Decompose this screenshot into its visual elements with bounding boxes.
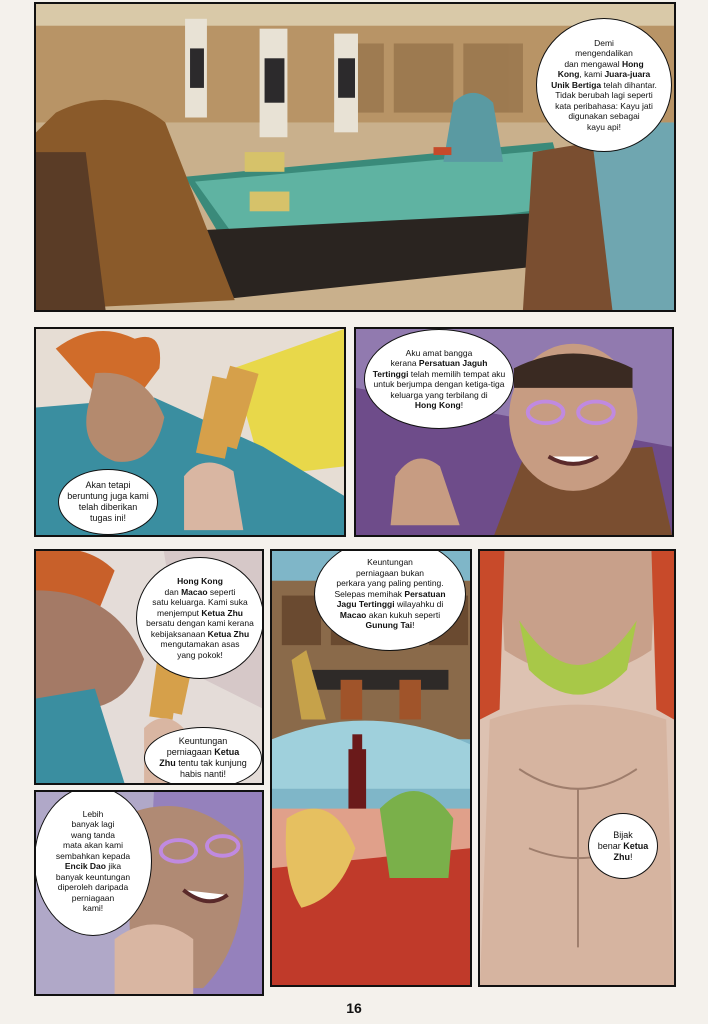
bubble-text: diperoleh daripada xyxy=(57,882,129,892)
bubble-line xyxy=(568,111,639,122)
bubble-line xyxy=(336,578,443,589)
bubble-line xyxy=(334,589,445,600)
speech-bubble-5 xyxy=(144,727,262,785)
bubble-text-bold: Hong Kong xyxy=(414,400,461,410)
bubble-line xyxy=(415,400,463,411)
bubble-text: tugas ini! xyxy=(89,513,127,523)
bubble-line xyxy=(366,620,415,631)
bubble-text: Akan tetapi xyxy=(85,480,131,490)
bubble-line xyxy=(152,597,247,608)
bubble-line xyxy=(85,480,130,491)
speech-bubble-1 xyxy=(536,18,672,152)
bubble-text: mengutamakan asas xyxy=(160,639,240,649)
bubble-line xyxy=(56,872,130,883)
bubble-line xyxy=(167,747,240,758)
bubble-line xyxy=(157,608,243,619)
bubble-text-bold: Gunung Tai xyxy=(365,620,413,631)
bubble-line xyxy=(587,122,621,133)
bubble-text: wang tanda xyxy=(71,829,115,840)
bubble-line xyxy=(177,576,223,587)
bubble-text: dan mengawal xyxy=(564,58,622,69)
bubble-line xyxy=(79,502,138,513)
bubble-text-bold: Tertinggi xyxy=(372,368,409,379)
bubble-text: Aku amat bangga xyxy=(405,347,473,358)
bubble-text: kata peribahasa: Kayu jati xyxy=(555,100,653,111)
bubble-line xyxy=(71,819,114,830)
bubble-text: Lebih xyxy=(82,808,104,819)
bubble-text-bold: Persatuan xyxy=(404,588,446,599)
bubble-line xyxy=(58,882,128,893)
bubble-line xyxy=(83,903,103,914)
bubble-line xyxy=(63,840,123,851)
bubble-text-bold: Macao xyxy=(181,586,208,597)
bubble-line xyxy=(177,650,223,661)
bubble-text-bold: Jagu Tertinggi xyxy=(336,599,395,610)
bubble-text: kami! xyxy=(82,903,104,913)
bubble-text-bold: Macao xyxy=(339,609,367,620)
bubble-text: ! xyxy=(412,620,415,631)
bubble-line xyxy=(179,736,228,747)
speech-bubble-8 xyxy=(34,790,152,936)
bubble-text-bold: Encik Dao xyxy=(64,861,106,871)
bubble-text: seperti xyxy=(207,586,236,597)
bubble-text: ! xyxy=(629,851,633,862)
bubble-text: jika xyxy=(105,861,122,871)
bubble-line xyxy=(90,513,126,524)
panel-red-haired-cards xyxy=(34,327,346,537)
bubble-line xyxy=(598,841,649,852)
bubble-line xyxy=(340,610,440,621)
bubble-text: kerana xyxy=(390,358,419,368)
page-number: 16 xyxy=(346,1000,362,1016)
bubble-line xyxy=(613,830,633,841)
bubble-text-bold: Hong Kong xyxy=(177,576,223,586)
bubble-line xyxy=(575,48,633,59)
bubble-text: mengendalikan xyxy=(575,48,633,59)
bubble-text: yang pokok! xyxy=(177,649,223,660)
bubble-line xyxy=(594,38,614,49)
bubble-text: Tidak berubah lagi seperti xyxy=(555,90,653,101)
bubble-line xyxy=(146,618,254,629)
bubble-text-bold: Ketua xyxy=(623,840,649,851)
bubble-text: perniagaan xyxy=(71,892,115,903)
bubble-line xyxy=(564,59,643,70)
bubble-text: , kami xyxy=(579,69,605,80)
panel-casino-table xyxy=(34,2,676,312)
bubble-text: untuk berjumpa dengan ketiga-tiga xyxy=(373,379,505,389)
bubble-text: Selepas memihak xyxy=(334,588,405,599)
bubble-line xyxy=(151,629,249,640)
panel-hall-wine xyxy=(270,549,472,987)
bubble-text: keluarga yang terbilang di xyxy=(390,389,488,400)
bubble-text-bold: Ketua Zhu xyxy=(201,607,243,618)
bubble-line xyxy=(367,557,413,568)
bubble-line xyxy=(71,830,115,841)
bubble-text-bold: Zhu xyxy=(159,758,176,768)
bubble-line xyxy=(337,599,444,610)
bubble-text: telah dihantar. xyxy=(601,79,657,90)
bubble-line xyxy=(65,861,121,872)
bubble-line xyxy=(551,80,657,91)
bubble-text-bold: Unik Bertiga xyxy=(551,79,602,90)
panel-red-haired-smirk xyxy=(34,549,264,785)
bubble-line xyxy=(165,587,236,598)
bubble-text: perniagaan xyxy=(166,747,215,757)
bubble-line xyxy=(555,90,653,101)
bubble-line xyxy=(356,568,424,579)
bubble-text: Keuntungan xyxy=(178,736,228,746)
bubble-text: wilayahku di xyxy=(394,599,444,610)
speech-bubble-4 xyxy=(136,557,264,679)
bubble-text: tentu tak kunjung xyxy=(175,758,247,768)
bubble-text: bersatu dengan kami kerana xyxy=(146,618,254,628)
bubble-text: banyak keuntungan xyxy=(55,871,131,882)
bubble-text-bold: Persatuan Jaguh xyxy=(418,358,488,368)
bubble-text: banyak lagi xyxy=(71,819,115,829)
bubble-text: telah memilih tempat aku xyxy=(408,368,506,379)
bubble-text-bold: Juara-juara xyxy=(604,69,651,80)
bubble-line xyxy=(558,69,651,80)
bubble-text: Keuntungan xyxy=(367,557,413,568)
bubble-line xyxy=(391,358,488,369)
bubble-text-bold: Kong xyxy=(557,69,580,80)
bubble-text: kayu api! xyxy=(586,121,622,132)
speech-bubble-7 xyxy=(588,813,658,879)
panel-purple-glasses xyxy=(354,327,674,537)
bubble-line xyxy=(613,852,632,863)
bubble-text: habis nanti! xyxy=(179,769,227,779)
bubble-line xyxy=(555,101,653,112)
bubble-line xyxy=(406,348,473,359)
bubble-line xyxy=(67,491,149,502)
panel-glasses-laughing xyxy=(34,790,264,996)
bubble-text: satu keluarga. Kami suka xyxy=(152,597,248,607)
bubble-line xyxy=(72,893,115,904)
bubble-text: telah diberikan xyxy=(78,502,138,512)
bubble-line xyxy=(56,851,130,862)
bubble-text: kebijaksanaan xyxy=(150,628,208,639)
bubble-text-bold: Ketua xyxy=(214,747,240,757)
bubble-text: akan kukuh seperti xyxy=(366,609,441,620)
speech-bubble-2 xyxy=(58,469,158,535)
bubble-line xyxy=(180,769,226,780)
bubble-line xyxy=(374,379,505,390)
bubble-text: digunakan sebagai xyxy=(568,111,640,122)
bubble-text: ! xyxy=(460,400,464,410)
bubble-text: perniagaan bukan xyxy=(355,567,425,578)
bubble-text: mata akan kami xyxy=(63,840,123,850)
bubble-line xyxy=(159,758,247,769)
bubble-text-bold: Zhu xyxy=(613,851,630,862)
bubble-text: menjemput xyxy=(157,607,202,618)
bubble-text: beruntung juga kami xyxy=(67,491,149,501)
bubble-line xyxy=(390,390,487,401)
bubble-text: Demi xyxy=(594,37,614,48)
panel-muscular-man xyxy=(478,549,676,987)
bubble-text: sembahkan kepada xyxy=(55,850,131,861)
bubble-text: Bijak xyxy=(613,829,633,840)
bubble-text: dan xyxy=(164,586,182,597)
bubble-line xyxy=(83,809,104,820)
bubble-text: benar xyxy=(597,840,624,851)
muscular-man-art xyxy=(480,551,674,985)
bubble-line xyxy=(161,639,240,650)
bubble-line xyxy=(373,369,506,380)
speech-bubble-3 xyxy=(364,329,514,429)
bubble-text-bold: Ketua Zhu xyxy=(207,628,250,639)
bubble-text-bold: Hong xyxy=(621,58,644,69)
bubble-text: perkara yang paling penting. xyxy=(336,578,444,589)
